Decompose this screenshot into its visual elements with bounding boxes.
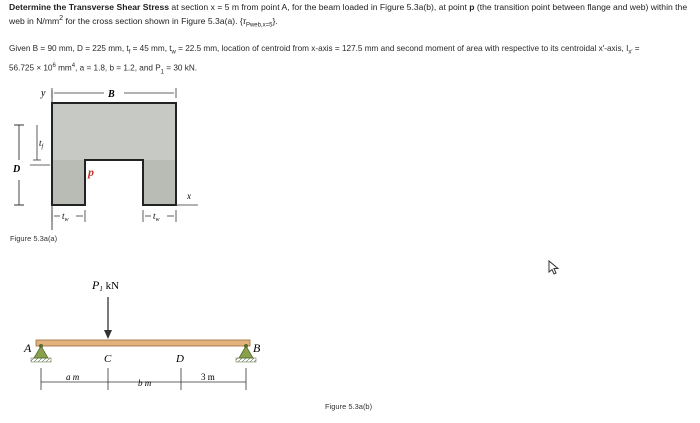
label-a: A: [24, 341, 32, 355]
beam-body: [36, 340, 250, 346]
mouse-cursor-icon: [548, 260, 560, 276]
dim-tw-right-label: $t_w$: [153, 211, 160, 223]
dim-tf-label: $t_f$: [39, 138, 44, 150]
dim-a-label: a m: [66, 372, 80, 382]
y-axis-label: y: [41, 88, 46, 99]
dim-3-label: 3 m: [201, 372, 215, 382]
dim-b-beam-label: b m: [138, 378, 152, 388]
load-arrowhead: [104, 330, 112, 339]
left-web-shade: [53, 160, 84, 204]
figure-beam: [23, 278, 261, 390]
right-web-shade: [144, 160, 175, 204]
figure-b-caption: Figure 5.3a(b): [325, 402, 373, 411]
question-bold-start: Determine the Transverse Shear Stress: [9, 2, 170, 12]
load-label: P1 kN: [92, 278, 120, 293]
label-b: B: [253, 341, 261, 355]
dim-tw-left-label: $t_w$: [62, 211, 69, 223]
question-text: Determine the Transverse Shear Stress at section x = 5 m from point A, for the beam loaded in Figure 5.3a(b), at point p (the transition point between flange and web) within the web in $N/mm^2$ for the cross section shown in Figure 5.3a(a). $\{\tau_{Pweb,x=5}\}$.: [9, 2, 688, 29]
figure-a-caption: Figure 5.3a(a): [10, 234, 58, 243]
x-axis-label: x: [187, 191, 191, 201]
dim-d-label: D: [13, 164, 21, 175]
dim-b-label: B: [108, 89, 115, 100]
label-d: D: [176, 353, 184, 365]
given-text: Given B = 90 mm, D = 225 mm, $t_f = 45$ mm, $t_w = 22.5$ mm, location of centroid from x-axis = 127.5 mm and second moment of area with respective to its centroidal x′-axis, $I_{x'}$ = $56.725 \times 10^6$ $mm^4$, a = 1.8, b = 1.2, and $P_1 = 30$ kN.: [9, 44, 640, 76]
point-p-label: p: [88, 165, 94, 179]
label-c: C: [104, 353, 112, 365]
